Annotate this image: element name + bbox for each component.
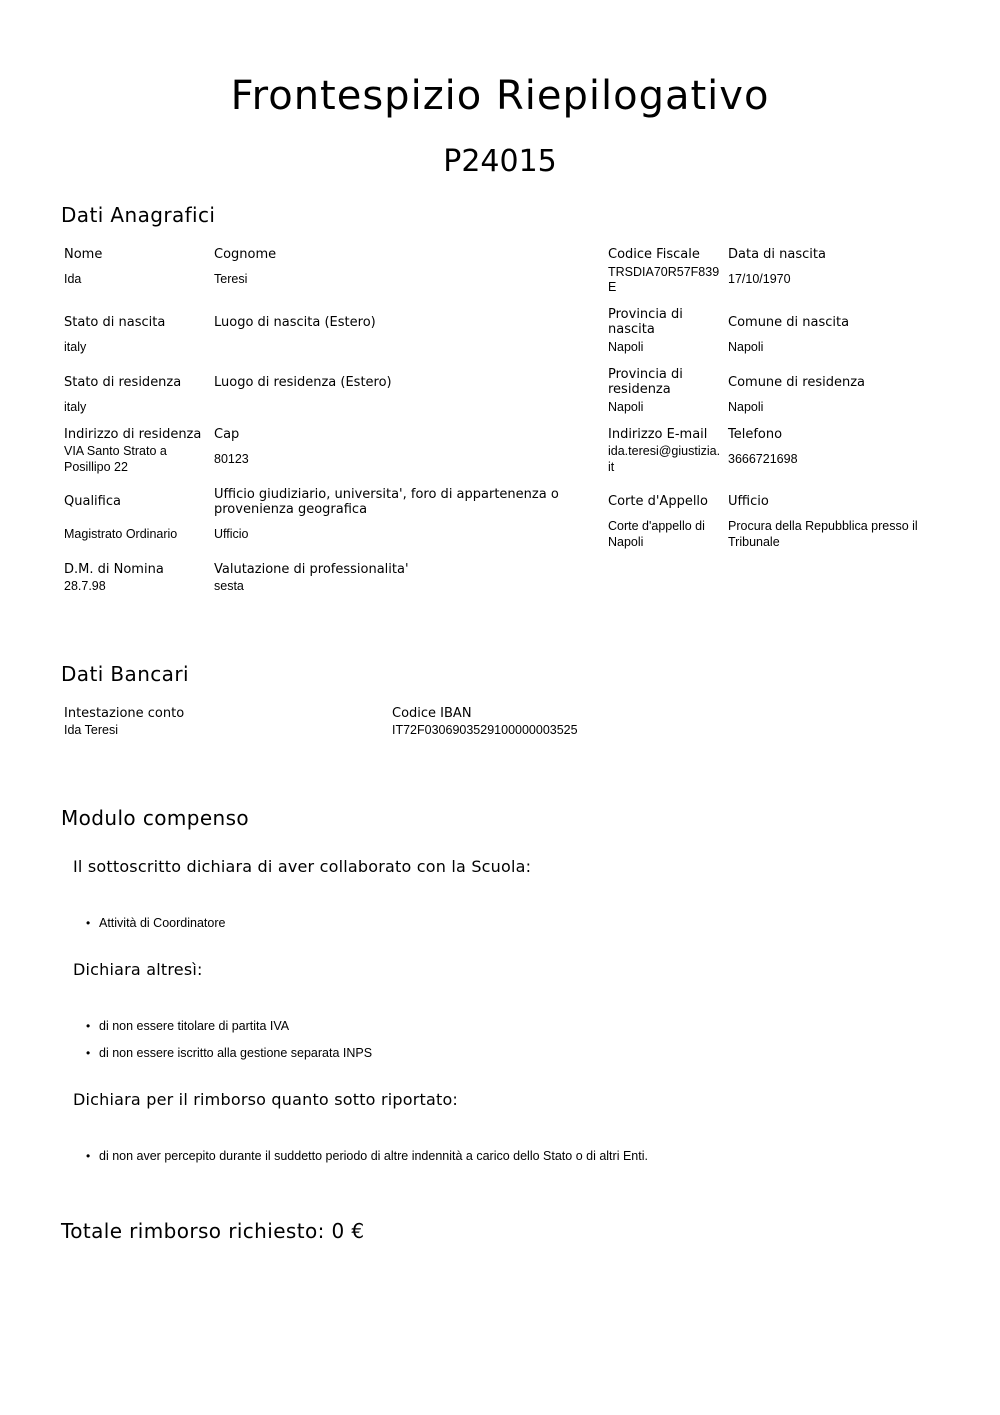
label-luogo-residenza: Luogo di residenza (Estero) xyxy=(214,375,392,390)
list-item: • di non essere titolare di partita IVA xyxy=(86,1019,290,1033)
label-codice-fiscale: Codice Fiscale xyxy=(608,247,700,262)
value-iban: IT72F0306903529100000003525 xyxy=(392,723,578,737)
list-item-text: Attività di Coordinatore xyxy=(99,916,226,930)
label-data-nascita: Data di nascita xyxy=(728,247,826,262)
value-cognome: Teresi xyxy=(214,272,248,286)
value-provincia-residenza: Napoli xyxy=(608,400,644,414)
value-comune-nascita: Napoli xyxy=(728,340,764,354)
label-nome: Nome xyxy=(64,247,103,262)
value-nome: Ida xyxy=(64,272,82,286)
label-corte-appello: Corte d'Appello xyxy=(608,494,709,509)
value-corte-appello-1: Corte d'appello di xyxy=(608,519,705,533)
label-intestazione: Intestazione conto xyxy=(64,706,185,721)
label-stato-nascita: Stato di nascita xyxy=(64,315,166,330)
value-codice-fiscale-2: E xyxy=(608,280,617,294)
label-dm-nomina: D.M. di Nomina xyxy=(64,562,164,577)
value-qualifica: Magistrato Ordinario xyxy=(64,527,178,541)
value-ufficio-giudiziario: Ufficio xyxy=(214,527,249,541)
value-email-1: ida.teresi@giustizia. xyxy=(608,444,721,458)
label-luogo-nascita: Luogo di nascita (Estero) xyxy=(214,315,376,330)
label-valutazione: Valutazione di professionalita' xyxy=(214,562,409,577)
section-heading-anagrafici: Dati Anagrafici xyxy=(61,203,216,227)
total-reimbursement: Totale rimborso richiesto: 0 € xyxy=(61,1219,365,1243)
value-corte-appello-2: Napoli xyxy=(608,535,644,549)
value-ufficio-2: Tribunale xyxy=(728,535,780,549)
label-comune-nascita: Comune di nascita xyxy=(728,315,850,330)
value-telefono: 3666721698 xyxy=(728,452,798,466)
label-provincia-nascita-1: Provincia di xyxy=(608,307,683,322)
subheading-collaborato: Il sottoscritto dichiara di aver collaborato con la Scuola: xyxy=(73,857,532,876)
label-cognome: Cognome xyxy=(214,247,277,262)
value-data-nascita: 17/10/1970 xyxy=(728,272,791,286)
list-item-text: di non aver percepito durante il suddetto periodo di altre indennità a carico dello Stato o di altri Enti. xyxy=(99,1149,648,1163)
value-cap: 80123 xyxy=(214,452,249,466)
label-cap: Cap xyxy=(214,427,240,442)
list-item: • di non aver percepito durante il suddetto periodo di altre indennità a carico dello Stato o di altri Enti. xyxy=(86,1149,648,1163)
value-provincia-nascita: Napoli xyxy=(608,340,644,354)
value-dm-nomina: 28.7.98 xyxy=(64,579,106,593)
value-intestazione: Ida Teresi xyxy=(64,723,118,737)
page-title: Frontespizio Riepilogativo xyxy=(230,73,770,119)
value-valutazione: sesta xyxy=(214,579,244,593)
label-indirizzo: Indirizzo di residenza xyxy=(64,427,202,442)
label-iban: Codice IBAN xyxy=(392,706,472,721)
label-comune-residenza: Comune di residenza xyxy=(728,375,866,390)
label-qualifica: Qualifica xyxy=(64,494,121,509)
value-ufficio-1: Procura della Repubblica presso il xyxy=(728,519,918,533)
subheading-altresi: Dichiara altresì: xyxy=(73,960,203,979)
label-provincia-residenza-2: residenza xyxy=(608,382,671,397)
label-email: Indirizzo E-mail xyxy=(608,427,708,442)
section-heading-bancari: Dati Bancari xyxy=(61,662,189,686)
value-codice-fiscale-1: TRSDIA70R57F839 xyxy=(608,265,720,279)
label-stato-residenza: Stato di residenza xyxy=(64,375,182,390)
value-indirizzo-2: Posillipo 22 xyxy=(64,460,128,474)
section-heading-modulo: Modulo compenso xyxy=(61,806,250,830)
list-item: • Attività di Coordinatore xyxy=(86,916,226,930)
value-indirizzo-1: VIA Santo Strato a xyxy=(64,444,167,458)
list-item: • di non essere iscritto alla gestione separata INPS xyxy=(86,1046,373,1060)
label-provincia-nascita-2: nascita xyxy=(608,322,655,337)
list-item-text: di non essere titolare di partita IVA xyxy=(99,1019,290,1033)
label-ufficio-giudiziario-2: provenienza geografica xyxy=(214,502,368,517)
label-telefono: Telefono xyxy=(728,427,783,442)
value-comune-residenza: Napoli xyxy=(728,400,764,414)
subheading-rimborso: Dichiara per il rimborso quanto sotto riportato: xyxy=(73,1090,459,1109)
list-item-text: di non essere iscritto alla gestione separata INPS xyxy=(99,1046,373,1060)
document-code: P24015 xyxy=(443,144,557,179)
value-email-2: it xyxy=(608,460,615,474)
label-ufficio-giudiziario-1: Ufficio giudiziario, universita', foro di appartenenza o xyxy=(214,487,559,502)
value-stato-nascita: italy xyxy=(64,340,87,354)
label-ufficio: Ufficio xyxy=(728,494,769,509)
label-provincia-residenza-1: Provincia di xyxy=(608,367,683,382)
value-stato-residenza: italy xyxy=(64,400,87,414)
